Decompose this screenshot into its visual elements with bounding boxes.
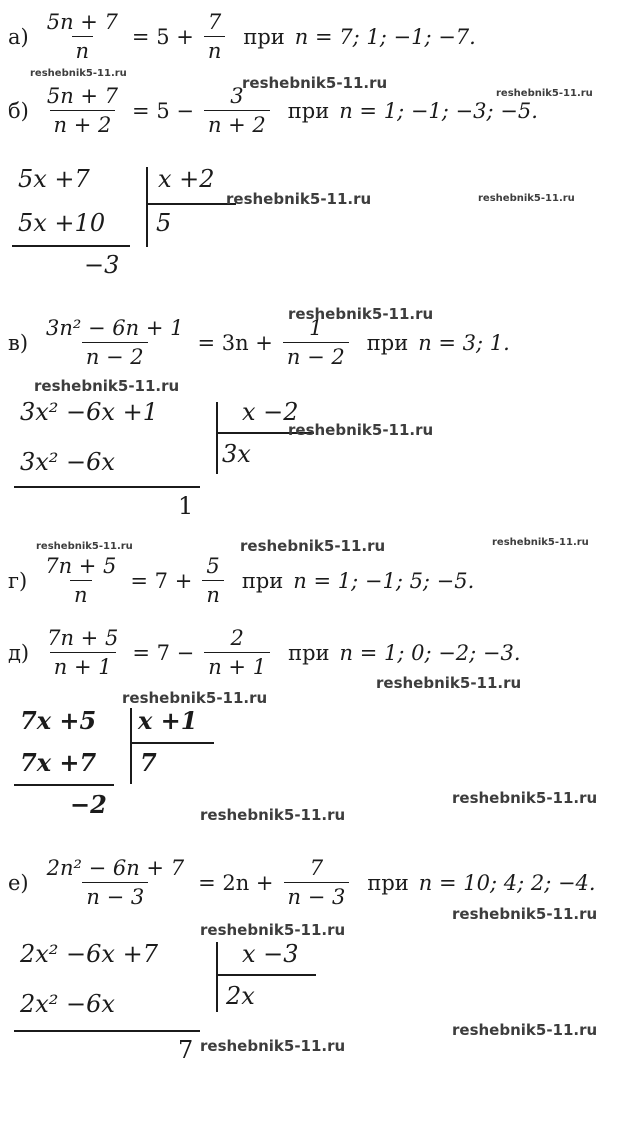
rhs-integer-part: = 3n +: [197, 330, 273, 355]
divisor: x +2: [158, 165, 215, 193]
condition: при n = 1; 0; −2; −3.: [288, 640, 521, 665]
quotient-line: [146, 203, 236, 205]
long-division-2: [20, 398, 330, 523]
dividend: 2x² −6x +7: [20, 940, 158, 968]
subtraction-line: [14, 784, 114, 786]
division-bar: [216, 942, 218, 1012]
condition: при n = 10; 4; 2; −4.: [367, 870, 596, 895]
rhs-fraction: $\frac{5}{n}$: [202, 554, 224, 607]
watermark: reshebnik5-11.ru: [492, 537, 589, 548]
watermark: reshebnik5-11.ru: [240, 537, 386, 555]
problem-label: б): [8, 98, 29, 123]
subtrahend: 5x +10: [18, 209, 106, 237]
condition: при n = 3; 1.: [366, 330, 510, 355]
rhs-integer-part: = 7 −: [132, 640, 195, 665]
division-bar: [146, 167, 148, 247]
problem-d: [8, 554, 474, 607]
dividend: 5x +7: [18, 165, 90, 193]
rhs-fraction: $\frac{7}{n - 3}$: [284, 856, 350, 909]
problem-a: [8, 10, 476, 63]
condition: при n = 1; −1; −3; −5.: [287, 98, 538, 123]
condition: при n = 7; 1; −1; −7.: [243, 24, 476, 49]
remainder: 1: [178, 492, 194, 520]
rhs-integer-part: = 2n +: [198, 870, 274, 895]
watermark: reshebnik5-11.ru: [30, 68, 127, 79]
watermark: reshebnik5-11.ru: [34, 377, 180, 395]
watermark: reshebnik5-11.ru: [226, 190, 372, 208]
rhs-fraction: $\frac{7}{n}$: [204, 10, 226, 63]
remainder: −2: [70, 790, 107, 819]
remainder: 7: [178, 1036, 194, 1064]
condition: при n = 1; −1; 5; −5.: [241, 568, 475, 593]
lhs-fraction: $\frac{\text{3n² − 6n + 1}}{n - 2}$: [46, 316, 184, 369]
subtrahend: 2x² −6x: [20, 990, 115, 1018]
remainder: −3: [84, 251, 120, 279]
watermark: reshebnik5-11.ru: [288, 305, 434, 323]
dividend: 7x +5: [20, 706, 97, 735]
dividend: 3x² −6x +1: [20, 398, 158, 426]
lhs-fraction: $\frac{\text{2n² − 6n + 7}}{n - 3}$: [46, 856, 185, 909]
lhs-fraction: $\frac{5n + 7}{n + 2}$: [46, 84, 119, 137]
watermark: reshebnik5-11.ru: [452, 905, 598, 923]
quotient: 5: [156, 209, 172, 237]
watermark: reshebnik5-11.ru: [496, 88, 593, 99]
division-bar: [130, 708, 132, 784]
watermark: reshebnik5-11.ru: [200, 921, 346, 939]
quotient: 2x: [226, 982, 255, 1010]
problem-label: в): [8, 330, 29, 355]
watermark: reshebnik5-11.ru: [288, 421, 434, 439]
rhs-fraction: $\frac{1}{n - 2}$: [283, 316, 349, 369]
problem-c: [8, 316, 510, 369]
long-division-1: [18, 165, 238, 285]
rhs-integer-part: = 5 −: [132, 98, 194, 123]
subtrahend: 7x +7: [20, 748, 97, 777]
problem-label: г): [8, 568, 28, 593]
division-bar: [216, 402, 218, 474]
divisor: x −2: [242, 398, 299, 426]
subtraction-line: [14, 1030, 200, 1032]
subtraction-line: [12, 245, 130, 247]
problem-label: д): [8, 640, 30, 665]
subtrahend: 3x² −6x: [20, 448, 115, 476]
problem-label: е): [8, 870, 29, 895]
problem-label: а): [8, 24, 29, 49]
quotient-line: [216, 974, 316, 976]
watermark: reshebnik5-11.ru: [122, 689, 268, 707]
lhs-fraction: $\frac{5n + 7}{n}$: [46, 10, 118, 63]
watermark: reshebnik5-11.ru: [36, 541, 133, 552]
watermark: reshebnik5-11.ru: [376, 674, 522, 692]
watermark: reshebnik5-11.ru: [242, 74, 388, 92]
long-division-3: [20, 706, 220, 821]
subtraction-line: [14, 486, 200, 488]
quotient-line: [130, 742, 214, 744]
watermark: reshebnik5-11.ru: [478, 193, 575, 204]
watermark: reshebnik5-11.ru: [200, 806, 346, 824]
watermark: reshebnik5-11.ru: [200, 1037, 346, 1055]
rhs-fraction: $\frac{3}{n + 2}$: [204, 84, 270, 137]
divisor: x +1: [138, 706, 198, 735]
quotient: 3x: [222, 440, 251, 468]
problem-f: [8, 856, 596, 909]
problem-e: [8, 626, 521, 679]
rhs-integer-part: = 5 +: [131, 24, 194, 49]
watermark: reshebnik5-11.ru: [452, 789, 598, 807]
rhs-integer-part: = 7 +: [130, 568, 193, 593]
rhs-fraction: $\frac{2}{n + 1}$: [204, 626, 270, 679]
divisor: x −3: [242, 940, 299, 968]
lhs-fraction: $\frac{7n + 5}{n}$: [45, 554, 117, 607]
lhs-fraction: $\frac{7n + 5}{n + 1}$: [47, 626, 119, 679]
watermark: reshebnik5-11.ru: [452, 1021, 598, 1039]
quotient: 7: [140, 748, 157, 777]
